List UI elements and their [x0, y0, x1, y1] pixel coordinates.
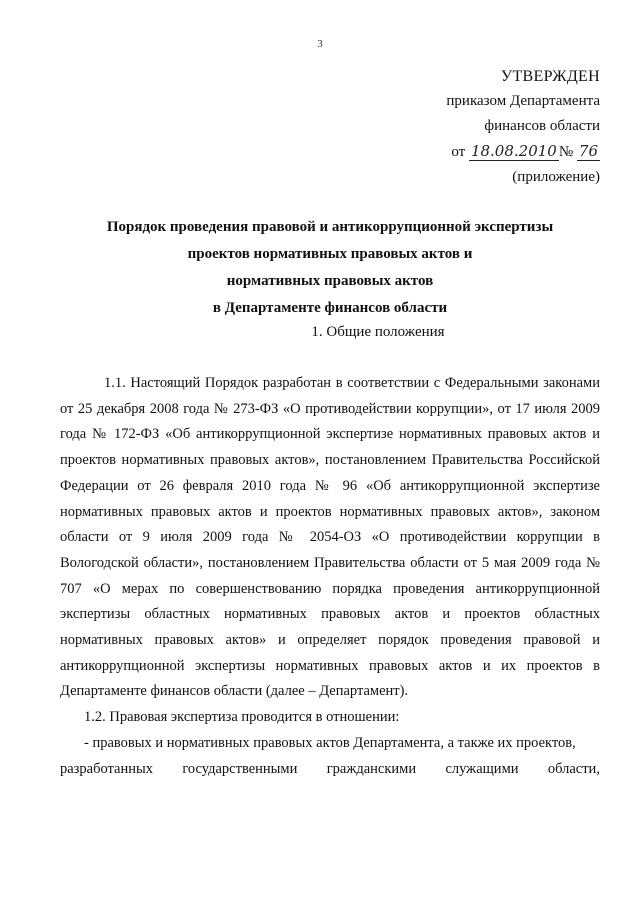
approval-block [400, 64, 600, 190]
page-number: 3 [317, 38, 323, 50]
section-heading: 1. Общие положения [311, 324, 445, 340]
word: области, [547, 760, 600, 777]
date-prefix: от [451, 144, 466, 160]
paragraph-list-item: - правовых и нормативных правовых актов Департамента, а также их проектов, [84, 734, 576, 751]
number-sign: № [558, 144, 574, 160]
title-line-4: в Департаменте финансов области [212, 300, 448, 316]
word: государственными [182, 760, 298, 777]
approval-note: (приложение) [512, 169, 600, 185]
word: служащими [445, 760, 519, 777]
approval-line-2: финансов области [484, 118, 600, 134]
document-body [60, 371, 600, 782]
paragraph-1-2: 1.2. Правовая экспертиза проводится в отношении: [84, 709, 400, 726]
handwritten-date: 18.08.2010 [470, 142, 557, 160]
paragraph-continuation [60, 757, 600, 783]
word: разработанных [60, 760, 153, 777]
word: гражданскими [326, 760, 417, 777]
title-line-3: нормативных правовых актов [226, 273, 434, 289]
title-line-2: проектов нормативных правовых актов и [187, 246, 473, 262]
paragraph-1-1: 1.1. Настоящий Порядок разработан в соответствии с Федеральными законами от 25 декабря 2008 года № 273-ФЗ «О противодействии коррупции», от 17 июля 2009 года № 172-ФЗ «Об антикоррупционной экспертизе нормативных правовых актов и проектов нормативных правовых актов», постановлением Правительства Российской Федерации от 26 февраля 2010 года № 96 «Об антикоррупционной экспертизе нормативных правовых актов и проектов нормативных правовых актов», законом области от 9 июля 2009 года № 2054-ОЗ «О противодействии коррупции в Вологодской области», постановлением Правительства области от 5 мая 2009 года № 707 «О мерах по совершенствованию порядка проведения антикоррупционной экспертизы областных нормативных правовых актов и проектов областных нормативных правовых актов» и определяет порядок проведения правовой и антикоррупционной экспертизы нормативных правовых актов и их проектов в Департаменте финансов области (далее – Департамент). [60, 375, 600, 700]
approval-date-line [400, 139, 600, 165]
approval-heading: УТВЕРЖДЕН [500, 68, 600, 85]
handwritten-number: 76 [578, 142, 598, 160]
title-line-1: Порядок проведения правовой и антикоррупционной экспертизы [106, 219, 554, 235]
document-title [60, 214, 600, 322]
approval-line-1: приказом Департамента [446, 93, 600, 109]
